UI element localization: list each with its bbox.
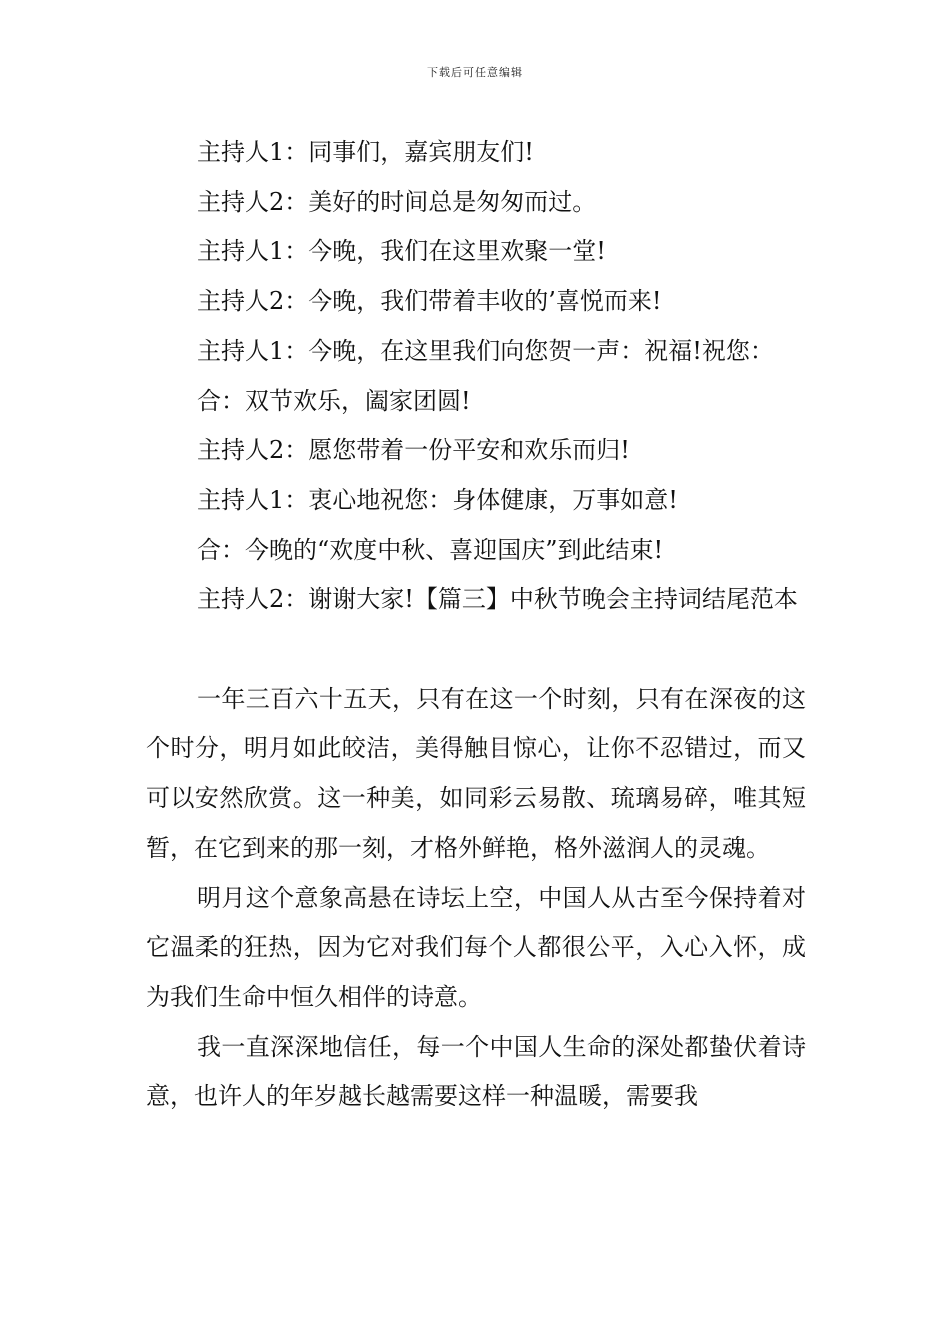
closing-line: 主持人2：谢谢大家!【篇三】中秋节晚会主持词结尾范本 (197, 585, 798, 614)
body-paragraph: 明月这个意象高悬在诗坛上空，中国人从古至今保持着对它温柔的狂热，因为它对我们每个人都很公平，入心入怀，成为我们生命中恒久相伴的诗意。 (146, 883, 806, 1011)
document-body (146, 128, 806, 1122)
body-paragraph: 一年三百六十五天，只有在这一个时刻，只有在深夜的这个时分，明月如此皎洁，美得触目惊心，让你不忍错过，而又可以安然欣赏。这一种美，如同彩云易散、琉璃易碎，唯其短暂，在它到来的那一刻，才格外鲜艳，格外滋润人的灵魂。 (146, 684, 806, 862)
dialogue-line: 主持人1：同事们，嘉宾朋友们! (197, 138, 534, 166)
body-paragraph: 我一直深深地信任，每一个中国人生命的深处都蛰伏着诗意，也许人的年岁越长越需要这样一种温暖，需要我 (146, 1032, 806, 1111)
paragraph-gap (146, 625, 806, 675)
dialogue-line: 主持人2：愿您带着一份平安和欢乐而归! (197, 436, 630, 465)
dialogue-line: 主持人2：今晚，我们带着丰收的’喜悦而来! (197, 287, 662, 316)
dialogue-line: 合：今晚的“欢度中秋、喜迎国庆”到此结束! (197, 535, 664, 564)
page-header: 下载后可任意编辑 (427, 66, 523, 79)
dialogue-line: 合：双节欢乐，阖家团圆! (197, 386, 471, 415)
dialogue-line: 主持人1：今晚，在这里我们向您贺一声：祝福!祝您： (197, 336, 774, 365)
dialogue-line: 主持人1：衷心地祝您：身体健康，万事如意! (197, 485, 678, 514)
dialogue-line: 主持人1：今晚，我们在这里欢聚一堂! (197, 237, 606, 266)
dialogue-line: 主持人2：美好的时间总是匆匆而过。 (197, 187, 597, 216)
